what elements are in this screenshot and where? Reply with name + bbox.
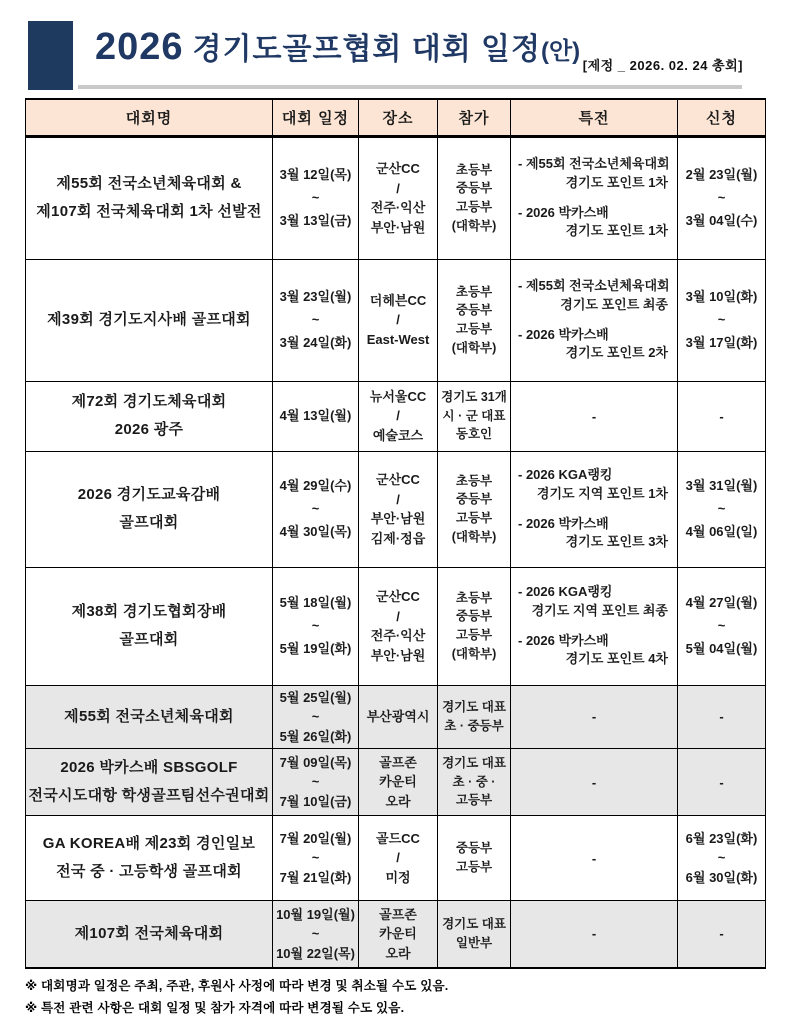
text-line: / [396,608,400,624]
text-line: 초등부 [455,473,493,488]
text-line: 고등부 [455,322,493,336]
text-line: 5월 04일(월) [685,641,758,657]
text-line: 6월 30일(화) [685,869,758,885]
text-line: 초 · 중 · [452,774,496,789]
benefit-title: - 2026 박카스배 [518,204,609,220]
text-line: 고등부 [455,200,493,214]
text-line: GA KOREA배 제23회 경인일보 [42,835,256,853]
column-header: 참가 [438,99,511,136]
text-line: 3월 10일(화) [685,289,758,305]
table-row [26,749,766,816]
schedule-table [25,98,766,969]
event-name-cell [26,816,273,901]
text-line: 7월 10일(금) [279,793,352,809]
text-line: (대학부) [451,529,497,544]
footer-note-2: ※ 특전 관련 사항은 대회 일정 및 참가 자격에 따라 변경될 수도 있음. [25,1000,405,1015]
text-line: / [396,408,400,424]
text-line: 제107회 전국체육대회 1차 선발전 [36,203,262,220]
text-line: ~ [311,709,320,724]
benefits-cell [511,136,678,259]
text-line: 제55회 전국소년체육대회 & [56,175,242,193]
benefit-item [518,326,670,364]
text-line: 3월 23일(월) [279,289,352,305]
column-header: 대회명 [26,99,273,136]
text-line: 경기도 대표 [442,917,506,931]
table-row [26,451,766,567]
text-line: 5월 26일(화) [279,728,352,744]
text-line: 3월 17일(화) [685,335,758,351]
benefit-title: - 제55회 전국소년체육대회 [518,155,670,171]
venue-cell [359,567,438,685]
text-line: 더헤븐CC [369,292,427,308]
text-line: 4월 30일(목) [279,524,352,540]
benefit-item [518,583,670,621]
text-line: 중등부 [455,841,493,856]
schedule-cell [273,816,359,901]
text-line: 전국시도대항 학생골프팀선수권대회 [28,787,270,804]
text-line: 골드CC [376,830,420,846]
text-line: 전주·익산 [370,628,426,643]
text-line: 4월 06일(일) [685,524,758,540]
text-line: (대학부) [451,646,497,661]
venue-cell [359,136,438,259]
text-line: 2월 23일(월) [685,167,758,183]
venue-cell [359,451,438,567]
application-cell: - [678,901,766,968]
text-line: 고등부 [455,860,493,874]
schedule-cell [273,685,359,749]
text-line: 3월 13일(금) [279,213,352,229]
footer-note-1: ※ 대회명과 일정은 주최, 주관, 후원사 사정에 따라 변경 및 취소될 수도 있음. [25,979,449,993]
benefit-detail: 경기도 지역 포인트 최종 [531,602,668,618]
text-line: 전국 중 · 고등학생 골프대회 [56,863,242,880]
table-row [26,381,766,451]
application-cell [678,259,766,381]
footer-notes [25,976,448,1020]
text-line: ~ [717,850,726,866]
benefit-detail: 경기도 포인트 1차 [565,174,668,190]
benefit-detail: 경기도 지역 포인트 1차 [536,485,668,501]
schedule-cell [273,381,359,451]
application-cell [678,136,766,259]
benefit-title: - 2026 박카스배 [518,326,609,342]
text-line: 5월 25일(월) [279,689,352,705]
text-line: ~ [717,190,726,206]
benefit-item [518,466,670,504]
text-line: ~ [311,926,320,941]
text-line: ~ [717,501,726,517]
table-row [26,816,766,901]
benefit-title: - 2026 KGA랭킹 [518,583,613,599]
venue-cell [359,816,438,901]
benefit-title: - 2026 KGA랭킹 [518,466,613,482]
text-line: 초등부 [455,590,493,605]
text-line: 뉴서울CC [369,388,427,404]
text-line: 시 · 군 대표 [442,408,506,423]
text-line: 중등부 [455,609,493,624]
benefit-detail: 경기도 포인트 2차 [565,345,668,361]
table-row [26,567,766,685]
text-line: / [396,180,400,196]
application-cell [678,451,766,567]
text-line: 2026 광주 [114,421,184,438]
table-row [26,136,766,259]
benefit-item [518,632,670,670]
participants-cell [438,259,511,381]
text-line: ~ [311,501,320,517]
application-cell: - [678,685,766,749]
benefit-detail: 경기도 포인트 최종 [560,296,668,312]
text-line: 군산CC [376,589,420,604]
text-line: 김제·정읍 [370,530,426,546]
text-line: 7월 21일(화) [279,869,352,885]
text-line: ~ [311,190,320,206]
venue-cell [359,901,438,968]
benefits-cell [511,567,678,685]
text-line: East-West [366,331,430,347]
title-suffix: (안) [541,38,581,65]
text-line: 중등부 [455,181,493,196]
text-line: / [396,312,400,328]
benefits-cell [511,451,678,567]
benefit-item [518,277,670,315]
text-line: 초등부 [455,162,493,177]
application-cell [678,567,766,685]
event-name-cell [26,136,273,259]
schedule-cell [273,567,359,685]
benefit-item [518,515,670,553]
text-line: 경기도 대표 [442,755,506,770]
text-line: 부안·남원 [370,511,426,526]
application-cell [678,816,766,901]
schedule-cell [273,901,359,968]
text-line: 3월 12일(목) [279,167,352,183]
benefit-title: - 2026 박카스배 [518,632,609,648]
text-line: 2026 경기도교육감배 [77,486,221,504]
participants-cell [438,451,511,567]
event-name-cell [26,567,273,685]
text-line: 일반부 [455,935,493,950]
benefits-cell: - [511,685,678,749]
schedule-cell [273,451,359,567]
text-line: 고등부 [455,511,493,525]
text-line: 초등부 [455,284,493,299]
benefits-cell [511,259,678,381]
text-line: 부산광역시 [366,709,430,724]
event-name-cell [26,259,273,381]
text-line: 4월 29일(수) [279,478,352,494]
text-line: ~ [311,850,320,866]
table-row [26,259,766,381]
column-header: 대회 일정 [273,99,359,136]
text-line: 제107회 전국체육대회 [74,924,224,942]
text-line: 초 · 중등부 [444,718,504,733]
text-line: 골프존 [379,754,417,770]
text-line: 카운티 [379,774,417,790]
schedule-cell [273,749,359,816]
text-line: 4월 13일(월) [279,408,352,424]
application-cell: - [678,749,766,816]
text-line: 고등부 [455,793,493,808]
participants-cell [438,136,511,259]
table-row [26,901,766,968]
text-line: ~ [717,312,726,328]
text-line: 경기도 31개 [441,389,507,404]
table-header [26,99,766,136]
participants-cell [438,749,511,816]
revision-note: [제정 _ 2026. 02. 24 총회] [582,58,743,73]
text-line: 5월 19일(화) [279,641,352,657]
text-line: (대학부) [451,340,497,355]
participants-cell [438,381,511,451]
event-name-cell [26,901,273,968]
benefit-title: - 2026 박카스배 [518,515,609,531]
text-line: 예술코스 [372,427,424,443]
table-header-row [26,99,766,136]
text-line: 10월 22일(목) [276,945,355,961]
column-header: 특전 [511,99,678,136]
benefits-cell: - [511,816,678,901]
benefit-detail: 경기도 포인트 1차 [565,223,668,239]
venue-cell [359,381,438,451]
text-line: ~ [311,312,320,328]
benefits-cell: - [511,749,678,816]
text-line: 오라 [385,793,411,809]
text-line: 부안·남원 [370,647,426,663]
text-line: 중등부 [455,492,493,507]
schedule-cell [273,136,359,259]
text-line: 경기도 대표 [442,700,506,714]
text-line: ~ [311,774,320,790]
participants-cell [438,816,511,901]
title-main: 경기도골프협회 대회 일정 [192,33,541,66]
text-line: 골프대회 [119,631,179,648]
text-line: 고등부 [455,628,493,642]
text-line: ~ [717,618,726,634]
text-line: ~ [311,618,320,634]
text-line: 제55회 전국소년체육대회 [64,707,234,725]
venue-cell [359,749,438,816]
text-line: 5월 18일(월) [279,595,352,611]
event-name-cell [26,685,273,749]
table-body [26,136,766,968]
text-line: 7월 20일(월) [279,830,352,846]
text-line: 제38회 경기도협회장배 [71,603,227,621]
participants-cell [438,685,511,749]
text-line: 7월 09일(목) [279,754,352,770]
text-line: 3월 31일(월) [685,478,758,494]
text-line: 오라 [385,945,411,961]
event-name-cell [26,749,273,816]
page-title [95,24,580,69]
text-line: 미정 [385,869,411,885]
text-line: 6월 23일(화) [685,830,758,846]
participants-cell [438,901,511,968]
text-line: 군산CC [376,161,420,176]
text-line: (대학부) [451,218,497,233]
text-line: 전주·익산 [370,200,426,215]
text-line: 카운티 [379,926,417,941]
benefit-item [518,204,670,242]
text-line: 동호인 [455,427,493,442]
text-line: / [396,850,400,866]
benefit-title: - 제55회 전국소년체육대회 [518,277,670,293]
text-line: 3월 24일(화) [279,335,352,351]
event-name-cell [26,381,273,451]
benefit-detail: 경기도 포인트 3차 [565,534,668,550]
text-line: 10월 19일(월) [276,906,355,922]
column-header: 장소 [359,99,438,136]
text-line: 군산CC [376,472,420,487]
title-year: 2026 [95,26,184,68]
benefits-cell: - [511,901,678,968]
text-line: 2026 박카스배 SBSGOLF [60,759,238,777]
text-line: 제39회 경기도지사배 골프대회 [47,311,251,329]
column-header: 신청 [678,99,766,136]
text-line: 4월 27일(월) [685,595,758,611]
schedule-cell [273,259,359,381]
benefit-detail: 경기도 포인트 4차 [565,651,668,667]
title-accent-block [28,21,73,90]
participants-cell [438,567,511,685]
title-underline [78,85,742,89]
text-line: 부안·남원 [370,219,426,235]
text-line: 골프대회 [119,514,179,531]
text-line: 중등부 [455,303,493,318]
text-line: 골프존 [379,906,417,922]
benefit-item [518,155,670,193]
text-line: / [396,491,400,507]
venue-cell [359,685,438,749]
benefits-cell: - [511,381,678,451]
event-name-cell [26,451,273,567]
text-line: 제72회 경기도체육대회 [71,393,227,411]
application-cell: - [678,381,766,451]
venue-cell [359,259,438,381]
table-row [26,685,766,749]
text-line: 3월 04일(수) [685,213,758,229]
